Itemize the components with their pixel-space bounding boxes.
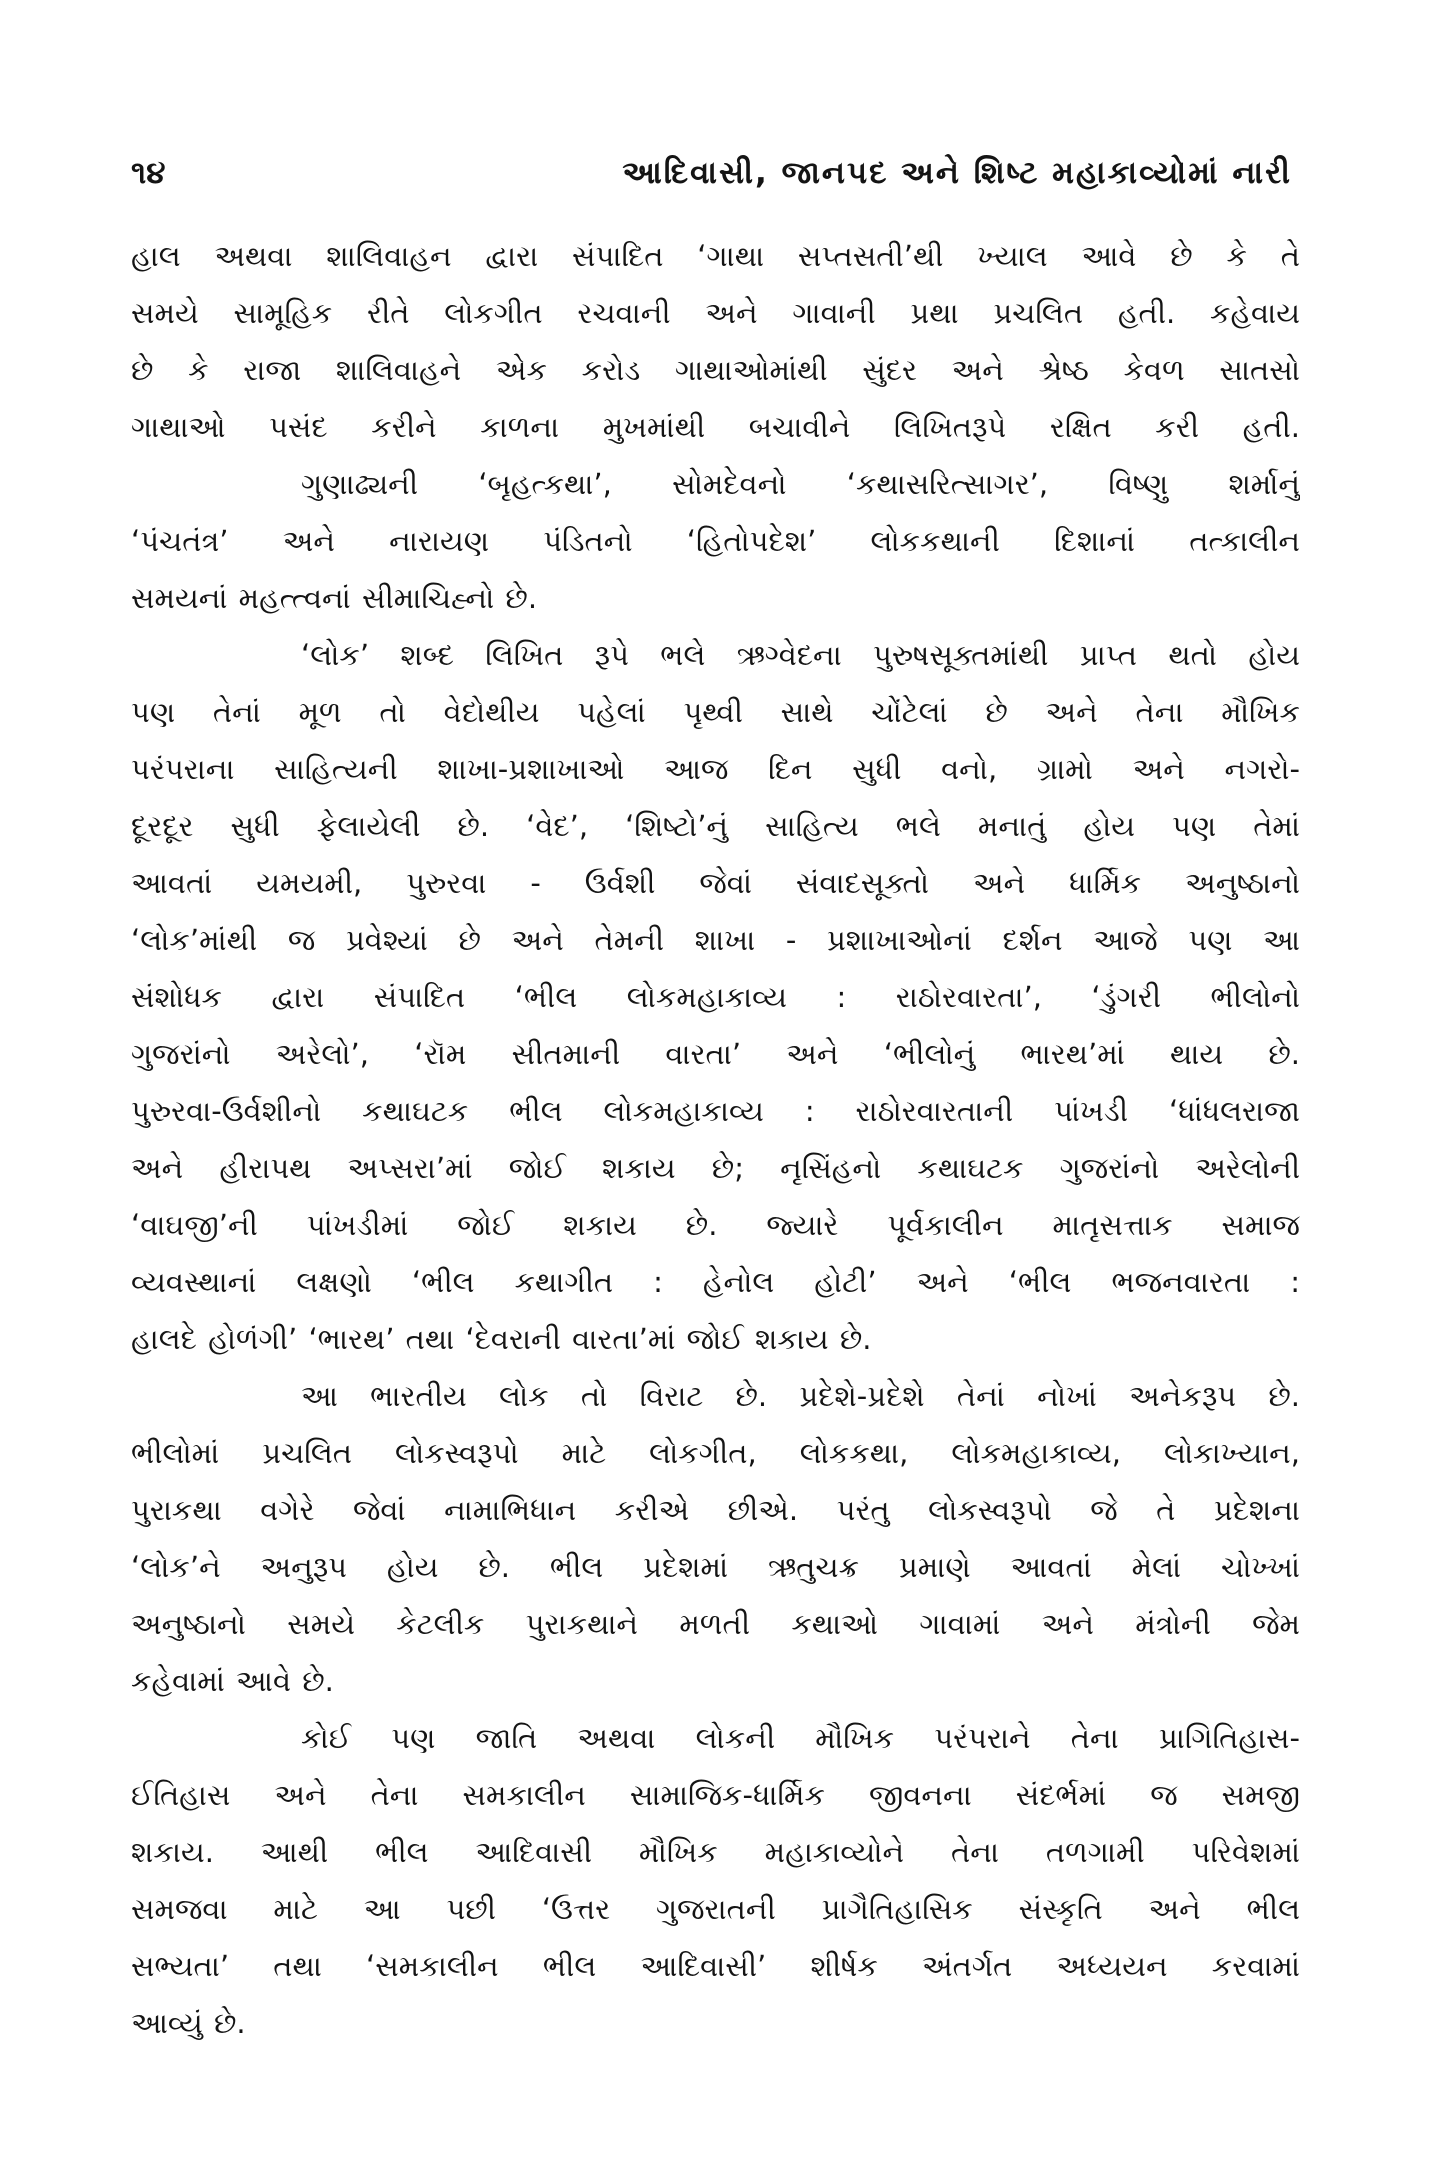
text-line: સમજવા માટે આ પછી ‘ઉત્તર ગુજરાતની પ્રાગૈતિહાસિક સંસ્કૃતિ અને ભીલ [131,1892,1300,1926]
text-line: ‘લોક’ને અનુરૂપ હોય છે. ભીલ પ્રદેશમાં ઋતુચક્ર પ્રમાણે આવતાં મેલાં ચોખ્ખાં [131,1550,1300,1584]
text-line: ગુજરાંનો અરેલો’, ‘રૉમ સીતમાની વારતા’ અને ‘ભીલોનું ભારથ’માં થાય છે. [131,1037,1300,1071]
text-line: સમયનાં મહત્ત્વનાં સીમાચિહ્નો છે. [131,581,538,615]
text-line: પુરાકથા વગેરે જેવાં નામાભિધાન કરીએ છીએ. પરંતુ લોકસ્વરૂપો જે તે પ્રદેશના [131,1493,1300,1527]
text-line: આવ્યું છે. [131,2006,246,2040]
text-line: શકાય. આથી ભીલ આદિવાસી મૌખિક મહાકાવ્યોને તેના તળગામી પરિવેશમાં [131,1835,1300,1869]
text-line: પુરુરવા-ઉર્વશીનો કથાઘટક ભીલ લોકમહાકાવ્ય : રાઠોરવારતાની પાંખડી ‘ધાંધલરાજા [131,1094,1300,1128]
text-line: પણ તેનાં મૂળ તો વેદોથીય પહેલાં પૃથ્વી સાથે ચોંટેલાં છે અને તેના મૌખિક [131,695,1300,729]
text-line: ભીલોમાં પ્રચલિત લોકસ્વરૂપો માટે લોકગીત, લોકકથા, લોકમહાકાવ્ય, લોકાખ્યાન, [131,1436,1300,1470]
text-line: ઈતિહાસ અને તેના સમકાલીન સામાજિક-ધાર્મિક જીવનના સંદર્ભમાં જ સમજી [131,1778,1300,1812]
running-header [131,148,1300,198]
page-number: ૧૪ [131,155,166,191]
text-line: ‘લોક’ શબ્દ લિખિત રૂપે ભલે ઋગ્વેદના પુરુષસૂક્તમાંથી પ્રાપ્ત થતો હોય [301,638,1300,672]
text-line: ‘વાઘજી’ની પાંખડીમાં જોઈ શકાય છે. જ્યારે પૂર્વકાલીન માતૃસત્તાક સમાજ [131,1208,1300,1242]
text-line: ગુણાઢ્યની ‘બૃહત્કથા’, સોમદેવનો ‘કથાસરિત્સાગર’, વિષ્ણુ શર્માનું [301,467,1300,501]
text-line: હાલદે હોળંગી’ ‘ભારથ’ તથા ‘દેવરાની વારતા’માં જોઈ શકાય છે. [131,1322,872,1356]
text-line: ગાથાઓ પસંદ કરીને કાળના મુખમાંથી બચાવીને લિખિતરૂપે રક્ષિત કરી હતી. [131,410,1300,444]
text-line: અનુષ્ઠાનો સમયે કેટલીક પુરાકથાને મળતી કથાઓ ગાવામાં અને મંત્રોની જેમ [131,1607,1300,1641]
text-line: અને હીરાપથ અપ્સરા’માં જોઈ શકાય છે; નૃસિંહનો કથાઘટક ગુજરાંનો અરેલોની [131,1151,1300,1185]
text-line: સભ્યતા’ તથા ‘સમકાલીન ભીલ આદિવાસી’ શીર્ષક અંતર્ગત અધ્યયન કરવામાં [131,1949,1300,1983]
text-line: હાલ અથવા શાલિવાહન દ્વારા સંપાદિત ‘ગાથા સપ્તસતી’થી ખ્યાલ આવે છે કે તે [131,239,1300,273]
text-line: ‘પંચતંત્ર’ અને નારાયણ પંડિતનો ‘હિતોપદેશ’ લોકકથાની દિશાનાં તત્કાલીન [131,524,1300,558]
text-line: દૂરદૂર સુધી ફેલાયેલી છે. ‘વેદ’, ‘શિષ્ટો’નું સાહિત્ય ભલે મનાતું હોય પણ તેમાં [131,809,1300,843]
paragraph [131,228,1300,456]
text-line: આવતાં યમયમી, પુરુરવા - ઉર્વશી જેવાં સંવાદસૂક્તો અને ધાર્મિક અનુષ્ઠાનો [131,866,1300,900]
text-line: પરંપરાના સાહિત્યની શાખા-પ્રશાખાઓ આજ દિન સુધી વનો, ગ્રામો અને નગરો- [131,752,1300,786]
paragraph [131,1710,1300,2052]
text-line: કહેવામાં આવે છે. [131,1664,334,1698]
text-line: છે કે રાજા શાલિવાહને એક કરોડ ગાથાઓમાંથી સુંદર અને શ્રેષ્ઠ કેવળ સાતસો [131,353,1300,387]
text-line: સંશોધક દ્વારા સંપાદિત ‘ભીલ લોકમહાકાવ્ય : રાઠોરવારતા’, ‘ડુંગરી ભીલોનો [131,980,1300,1014]
text-line: આ ભારતીય લોક તો વિરાટ છે. પ્રદેશે-પ્રદેશે તેનાં નોખાં અનેકરૂપ છે. [301,1379,1300,1413]
running-title: આદિવાસી, જાનપદ અને શિષ્ટ મહાકાવ્યોમાં નારી [622,155,1292,191]
text-line: સમયે સામૂહિક રીતે લોકગીત રચવાની અને ગાવાની પ્રથા પ્રચલિત હતી. કહેવાય [131,296,1300,330]
text-line: વ્યવસ્થાનાં લક્ષણો ‘ભીલ કથાગીત : હેનોલ હોટી’ અને ‘ભીલ ભજનવારતા : [131,1265,1300,1299]
text-line: કોઈ પણ જાતિ અથવા લોકની મૌખિક પરંપરાને તેના પ્રાગિતિહાસ- [301,1721,1300,1755]
text-line: ‘લોક’માંથી જ પ્રવેશ્યાં છે અને તેમની શાખા - પ્રશાખાઓનાં દર્શન આજે પણ આ [131,923,1300,957]
paragraph [131,627,1300,1368]
paragraph [131,1368,1300,1710]
paragraph [131,456,1300,627]
body-text [131,228,1300,2052]
